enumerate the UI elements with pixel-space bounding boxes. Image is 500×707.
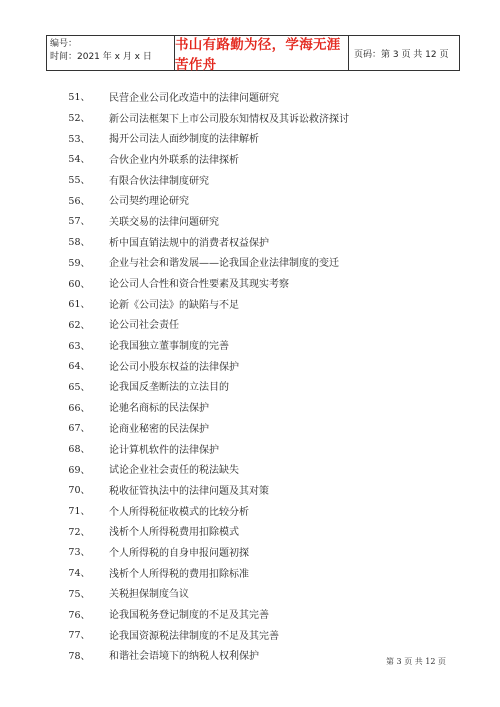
item-number: 77、	[68, 630, 90, 642]
item-title: 论商业秘密的民法保护	[109, 423, 209, 435]
item-number: 56、	[68, 195, 90, 207]
item-number: 68、	[68, 444, 90, 456]
item-title: 论计算机软件的法律保护	[109, 444, 219, 456]
list-item	[0, 252, 500, 273]
item-title: 个人所得税征收模式的比较分析	[109, 506, 249, 518]
item-number: 69、	[68, 464, 90, 476]
item-number: 52、	[68, 113, 90, 125]
item-number: 66、	[68, 402, 90, 414]
item-number: 72、	[68, 526, 90, 538]
item-number: 61、	[68, 299, 90, 311]
item-number: 71、	[68, 506, 90, 518]
list-item	[0, 583, 500, 604]
list-item	[0, 500, 500, 521]
item-title: 个人所得税的自身申报问题初探	[109, 547, 249, 559]
list-item	[0, 396, 500, 417]
list-item	[0, 107, 500, 128]
list-item	[0, 148, 500, 169]
page-footer: 第 3 页 共 12 页	[386, 657, 446, 666]
item-number: 64、	[68, 361, 90, 373]
list-item	[0, 293, 500, 314]
item-title: 论驰名商标的民法保护	[109, 403, 209, 415]
item-title: 试论企业社会责任的税法缺失	[109, 465, 239, 477]
header-meta	[47, 36, 175, 70]
time-label: 时间：2021 年 x 月 x 日	[50, 52, 152, 62]
item-number: 76、	[68, 609, 90, 621]
list-item	[0, 438, 500, 459]
item-number: 51、	[68, 92, 90, 104]
item-number: 78、	[68, 650, 90, 662]
number-label: 编号：	[50, 39, 78, 49]
list-item	[0, 562, 500, 583]
list-item	[0, 169, 500, 190]
item-number: 73、	[68, 547, 90, 559]
item-title: 论新《公司法》的缺陷与不足	[109, 299, 239, 311]
item-title: 论我国资源税法律制度的不足及其完善	[109, 630, 279, 642]
item-number: 53、	[68, 133, 90, 145]
item-number: 57、	[68, 216, 90, 228]
item-number: 58、	[68, 237, 90, 249]
item-number: 55、	[68, 175, 90, 187]
list-item	[0, 210, 500, 231]
item-title: 企业与社会和谐发展——论我国企业法律制度的变迁	[109, 258, 339, 270]
list-item	[0, 541, 500, 562]
list-item	[0, 624, 500, 645]
list-item	[0, 86, 500, 107]
item-number: 65、	[68, 381, 90, 393]
item-title: 论公司人合性和资合性要素及其现实考察	[109, 279, 289, 291]
item-title: 论公司社会责任	[109, 320, 179, 332]
item-title: 关联交易的法律问题研究	[109, 216, 219, 228]
list-item	[0, 603, 500, 624]
item-number: 54、	[68, 154, 90, 166]
item-title: 论我国反垄断法的立法目的	[109, 382, 229, 394]
item-title: 民营企业公司化改造中的法律问题研究	[109, 92, 279, 104]
topic-list	[0, 86, 500, 665]
list-item	[0, 479, 500, 500]
item-number: 63、	[68, 340, 90, 352]
list-item	[0, 458, 500, 479]
item-number: 70、	[68, 485, 90, 497]
item-number: 59、	[68, 257, 90, 269]
item-number: 62、	[68, 319, 90, 331]
list-item	[0, 355, 500, 376]
list-item	[0, 127, 500, 148]
item-title: 公司契约理论研究	[109, 196, 189, 208]
item-number: 74、	[68, 568, 90, 580]
page-header	[46, 35, 460, 71]
item-title: 关税担保制度刍议	[109, 589, 189, 601]
item-title: 新公司法框架下上市公司股东知情权及其诉讼救济探讨	[109, 113, 349, 125]
item-title: 析中国直销法规中的消费者权益保护	[109, 237, 269, 249]
item-title: 揭开公司法人面纱制度的法律解析	[109, 134, 259, 146]
item-title: 浅析个人所得税的费用扣除标准	[109, 568, 249, 580]
item-title: 合伙企业内外联系的法律探析	[109, 154, 239, 166]
list-item	[0, 231, 500, 252]
list-item	[0, 376, 500, 397]
item-number: 67、	[68, 423, 90, 435]
list-item	[0, 189, 500, 210]
list-item	[0, 334, 500, 355]
item-number: 75、	[68, 588, 90, 600]
header-motto: 书山有路勤为径，学海无涯苦作舟	[175, 36, 349, 70]
item-title: 论公司小股东权益的法律保护	[109, 361, 239, 373]
item-title: 论我国税务登记制度的不足及其完善	[109, 610, 269, 622]
header-page-info: 页码：第 3 页 共 12 页	[354, 49, 449, 60]
list-item	[0, 272, 500, 293]
item-title: 税收征管执法中的法律问题及其对策	[109, 485, 269, 497]
item-title: 论我国独立董事制度的完善	[109, 341, 229, 353]
list-item	[0, 417, 500, 438]
item-number: 60、	[68, 278, 90, 290]
list-item	[0, 520, 500, 541]
item-title: 和谐社会语境下的纳税人权利保护	[109, 651, 259, 663]
item-title: 有限合伙法律制度研究	[109, 175, 209, 187]
item-title: 浅析个人所得税费用扣除模式	[109, 527, 239, 539]
list-item	[0, 314, 500, 335]
